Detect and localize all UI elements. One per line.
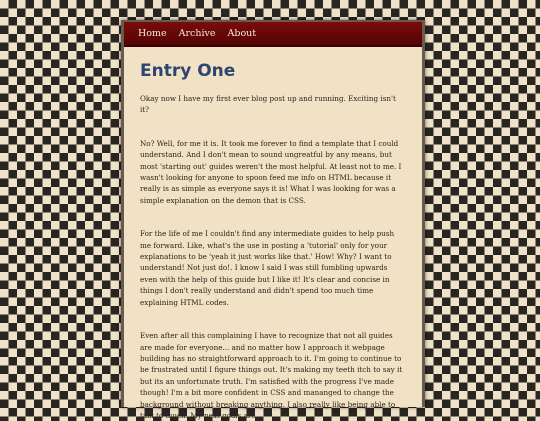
- post-content: [124, 47, 422, 421]
- nav-link-about[interactable]: About: [227, 28, 257, 39]
- blog-page: [121, 20, 425, 420]
- nav-link-home[interactable]: Home: [138, 28, 167, 39]
- post-paragraph: Okay now I have my first ever blog post up and running. Exciting isn't it?: [140, 94, 396, 115]
- entry-title: Entry One: [140, 61, 236, 81]
- post-paragraph: For the life of me I couldn't find any intermediate guides to help push me forward. Like, what's the use in posting a 'tutorial' only for your explanations to be 'yeah it just works like that.' How! Why? I want to understand! Not just do!. I know I said I was still fumbling upwards even with the help of this guide but I like it! It's clear and concise in things I don't really understand and didn't spend too much time explaining HTML codes.: [140, 229, 395, 307]
- post-paragraph: No? Well, for me it is. It took me forever to find a template that I could understand. And I don't mean to sound ungreatful by any means, but most 'starting out' guides weren't the most helpful. At least not to me. I wasn't looking for anyone to spoon feed me info on HTML because it really is as simple as everyone says it is! What I was looking for was a simple explanation on the demon that is CSS.: [140, 138, 402, 205]
- nav-link-archive[interactable]: Archive: [178, 28, 216, 39]
- top-navigation-bar: [124, 22, 422, 47]
- post-paragraph: Even after all this complaining I have to recognize that not all guides are made for everyone... and no matter how I approach it webpage building has no straightforward approach to it. I'm going to continue to be frustrated until I figure things out. It's making my teeth itch to say it but its an unfortunate truth. I'm satisfied with the progress I've made though! I'm a bit more confident in CSS and mananged to change the background without breaking anything. I also really like being able to talk to much. My next goals are: [140, 331, 403, 420]
